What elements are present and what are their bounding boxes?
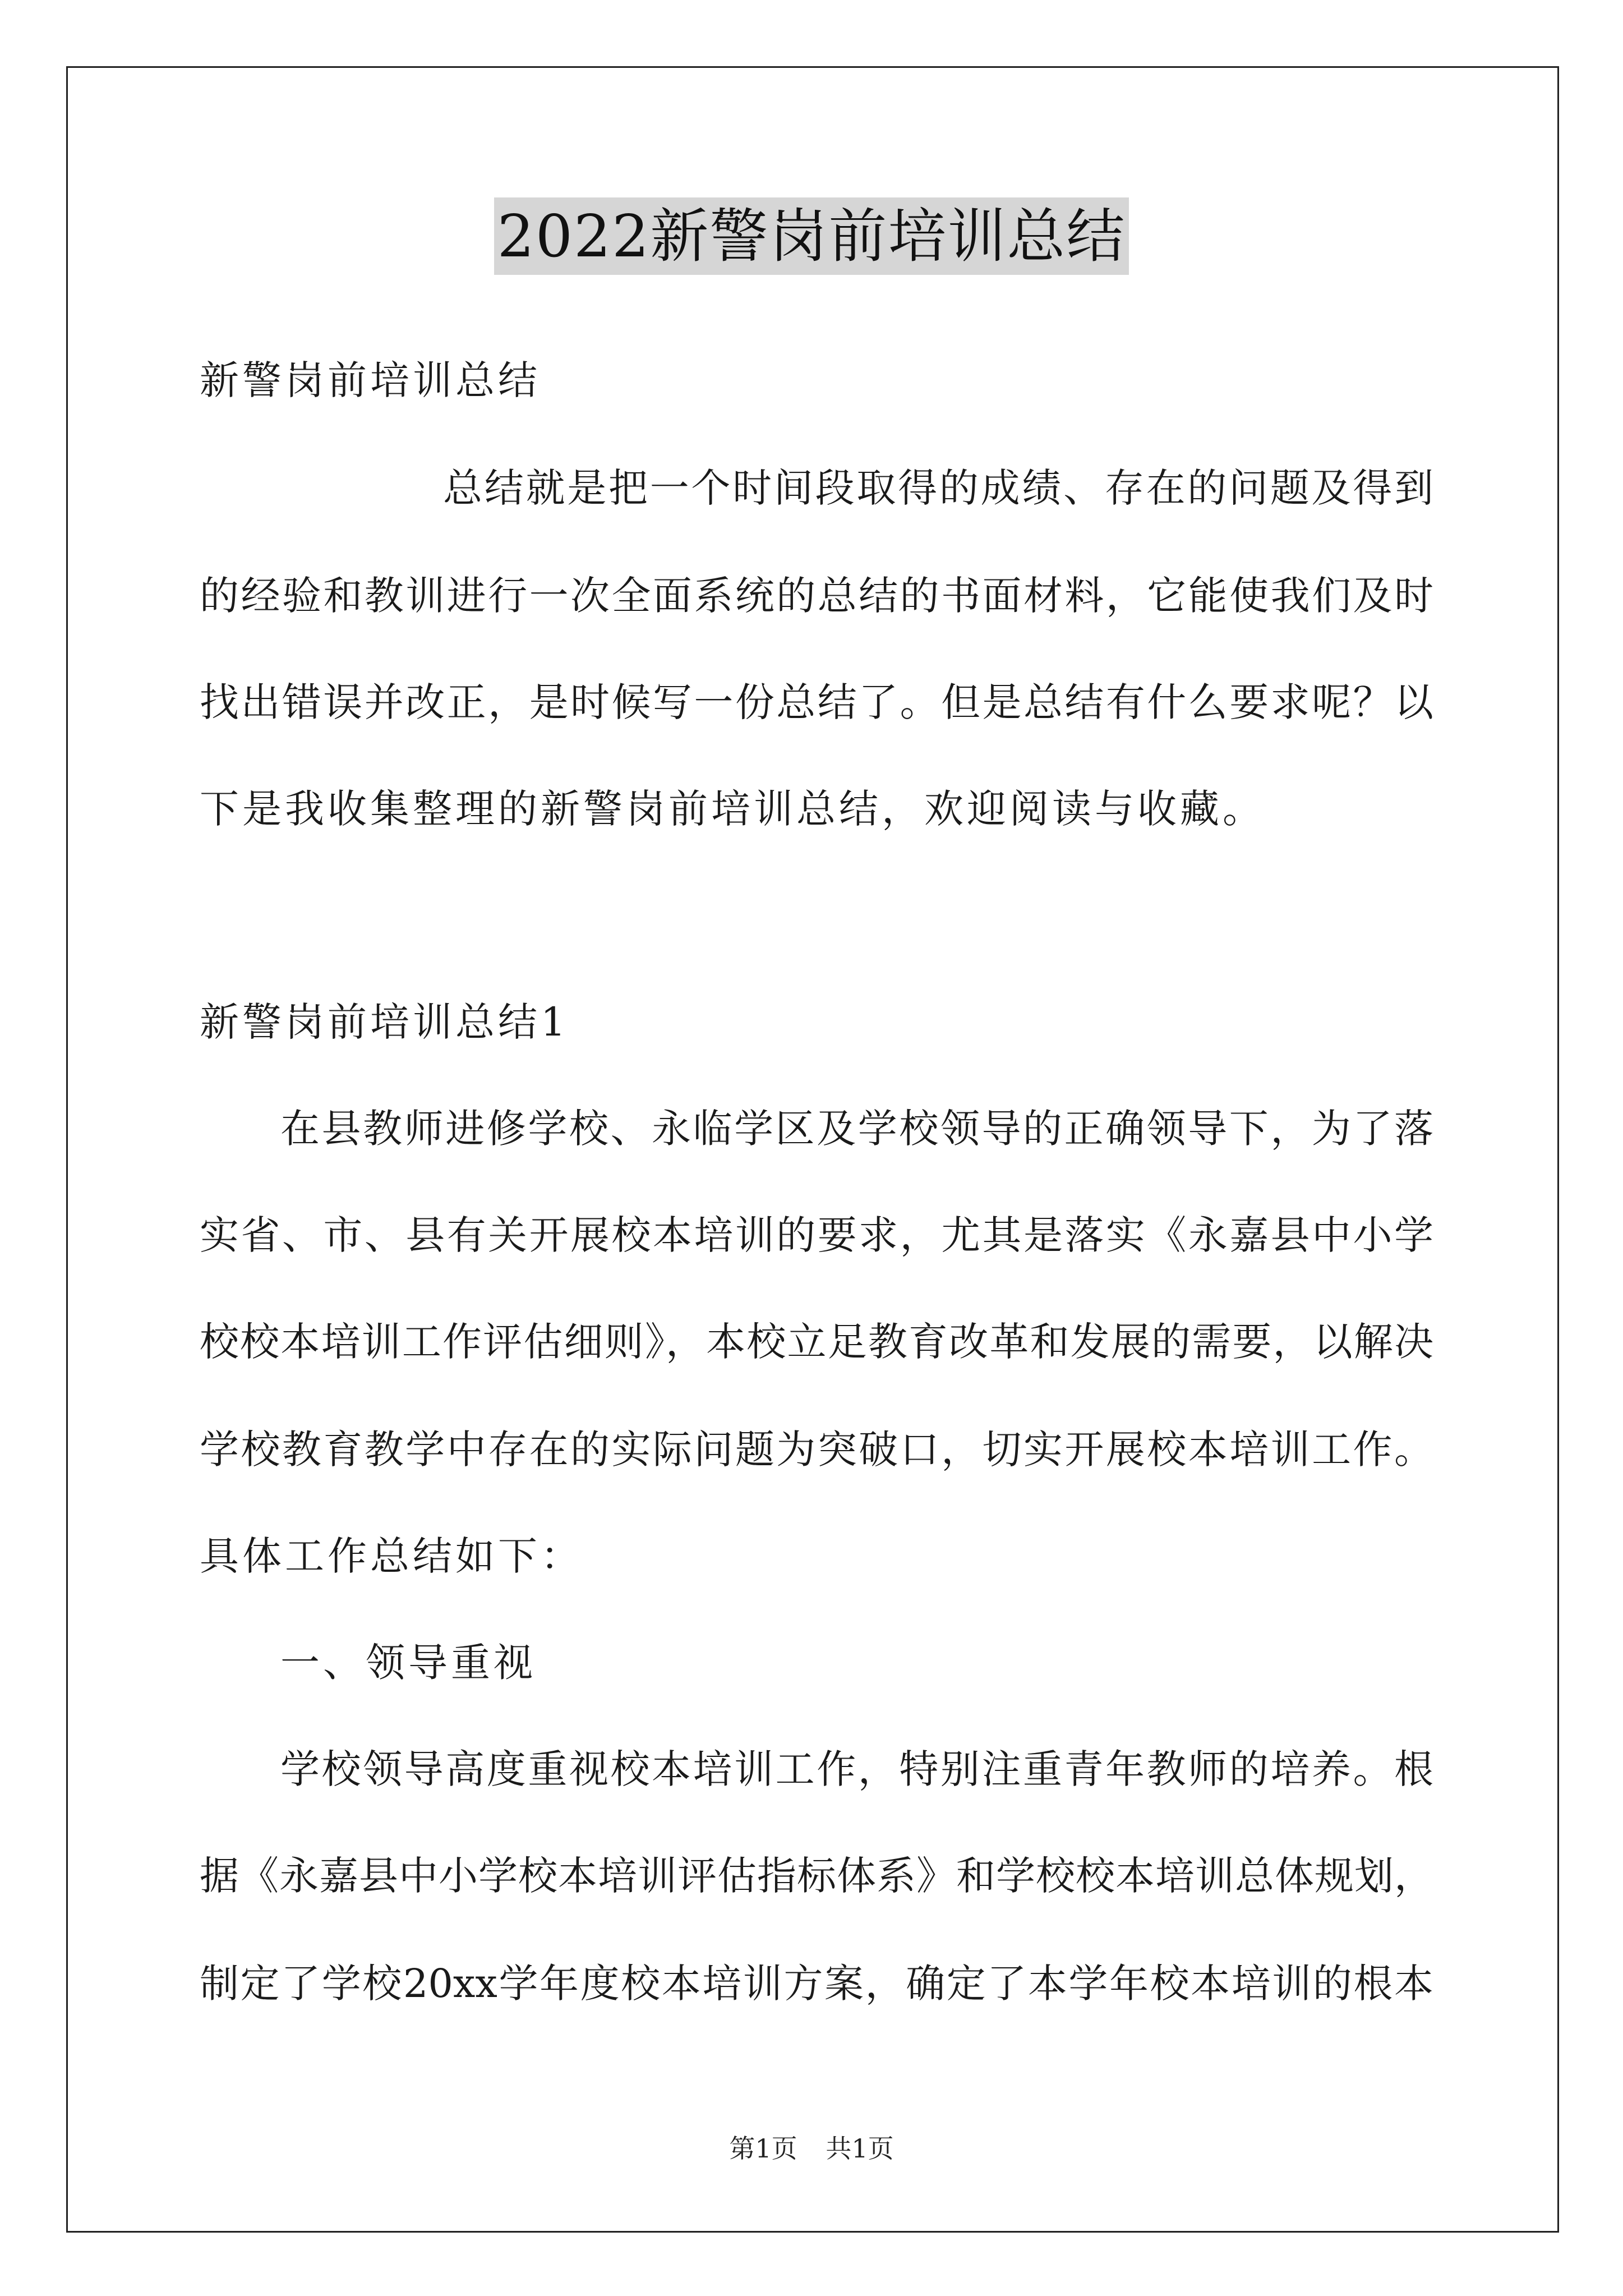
intro-line-1: 总结就是把一个时间段取得的成绩、存在的问题及得到: [443, 465, 1433, 511]
para1-line-4: 学校教育教学中存在的实际问题为突破口，切实开展校本培训工作。: [200, 1427, 1433, 1473]
document-subtitle: 新警岗前培训总结: [200, 357, 541, 403]
para1-line-5: 具体工作总结如下：: [200, 1533, 583, 1579]
section-heading: 新警岗前培训总结1: [200, 999, 569, 1045]
para2-line-3: 制定了学校20xx学年度校本培训方案，确定了本学年校本培训的根本: [200, 1961, 1433, 2007]
para2-line-1: 学校领导高度重视校本培训工作，特别注重青年教师的培养。根: [280, 1746, 1433, 1792]
para1-line-3: 校校本培训工作评估细则》，本校立足教育改革和发展的需要，以解决: [200, 1319, 1433, 1365]
sub-heading: 一、领导重视: [280, 1640, 536, 1686]
title-container: [0, 197, 1623, 275]
para2-line-2: 据《永嘉县中小学校本培训评估指标体系》和学校校本培训总体规划，: [200, 1853, 1433, 1899]
intro-line-4: 下是我收集整理的新警岗前培训总结，欢迎阅读与收藏。: [200, 786, 1265, 832]
intro-line-3: 找出错误并改正，是时候写一份总结了。但是总结有什么要求呢？以: [200, 679, 1433, 725]
document-title: 2022新警岗前培训总结: [494, 197, 1129, 275]
para1-line-2: 实省、市、县有关开展校本培训的要求，尤其是落实《永嘉县中小学: [200, 1212, 1433, 1258]
page-number-current: 第1页: [729, 2133, 797, 2164]
para1-line-1: 在县教师进修学校、永临学区及学校领导的正确领导下，为了落: [280, 1106, 1433, 1152]
page-footer: [0, 2132, 1623, 2165]
page-number-total: 共1页: [826, 2133, 894, 2164]
intro-line-2: 的经验和教训进行一次全面系统的总结的书面材料，它能使我们及时: [200, 573, 1433, 619]
